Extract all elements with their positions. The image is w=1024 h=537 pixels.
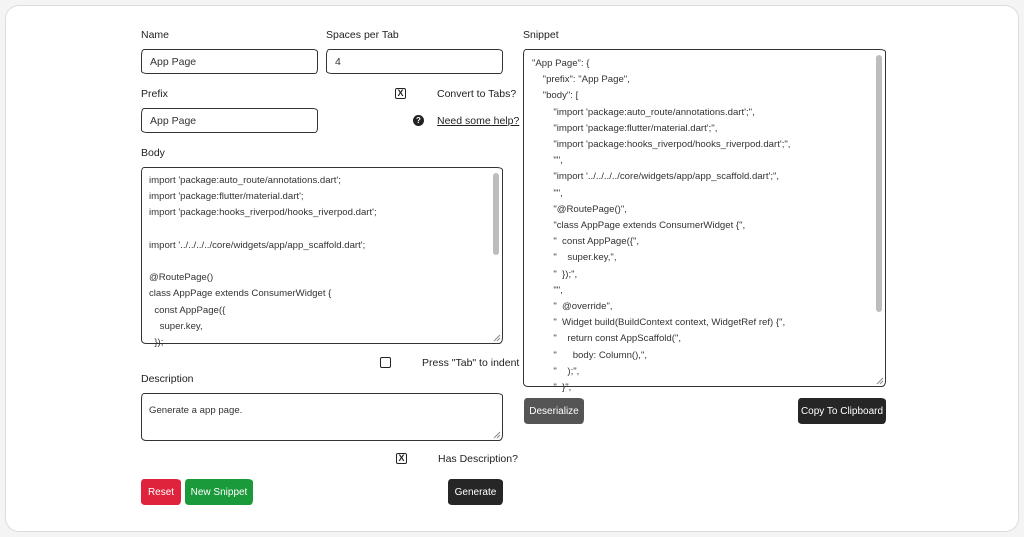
need-help-link[interactable]: Need some help?	[437, 115, 520, 127]
help-icon[interactable]: ?	[413, 115, 424, 126]
description-textarea[interactable]	[141, 393, 503, 441]
resize-handle-icon[interactable]	[492, 333, 501, 342]
code-line: "body": [	[532, 90, 579, 102]
description-label: Description	[141, 373, 194, 385]
code-line: " Widget build(BuildContext context, WidgetRef ref) {",	[532, 317, 786, 329]
code-line: "App Page": {	[532, 58, 590, 69]
body-scrollbar[interactable]	[493, 171, 500, 329]
code-line: "import 'package:auto_route/annotations.dart';",	[532, 106, 755, 118]
body-code	[142, 168, 502, 351]
code-line: "",	[532, 187, 563, 199]
convert-to-tabs-checkbox[interactable]: X	[395, 88, 406, 99]
code-line: "prefix": "App Page",	[532, 74, 630, 86]
code-line: "import '../../../../core/widgets/app/app_scaffold.dart';",	[532, 171, 780, 183]
code-line: "@RoutePage()",	[532, 203, 627, 215]
name-label: Name	[141, 29, 170, 41]
code-line: " return const AppScaffold(",	[532, 333, 682, 345]
code-line: " body: Column(),",	[532, 349, 648, 361]
deserialize-button[interactable]: Deserialize	[524, 398, 584, 424]
snippet-output-textarea[interactable]	[523, 49, 886, 394]
spaces-per-tab-input[interactable]: 4	[326, 49, 503, 74]
code-line	[149, 254, 502, 270]
code-line: "",	[532, 284, 563, 296]
code-line	[149, 222, 502, 238]
code-line: const AppPage({	[149, 304, 226, 316]
convert-to-tabs-label: Convert to Tabs?	[437, 88, 517, 100]
code-line: " );",	[532, 365, 580, 377]
reset-button[interactable]: Reset	[141, 479, 181, 505]
snippet-code	[524, 50, 885, 396]
code-line: import 'package:auto_route/annotations.dart';	[149, 175, 341, 186]
new-snippet-button[interactable]: New Snippet	[185, 479, 253, 505]
spaces-per-tab-label: Spaces per Tab	[326, 29, 399, 41]
code-line: " @override",	[532, 301, 613, 313]
name-input[interactable]: App Page	[141, 49, 318, 74]
code-line: "import 'package:hooks_riverpod/hooks_riverpod.dart';",	[532, 139, 791, 151]
generate-button[interactable]: Generate	[448, 479, 503, 505]
body-textarea[interactable]	[141, 167, 503, 349]
tab-indent-checkbox[interactable]	[380, 357, 391, 368]
resize-handle-icon[interactable]	[875, 376, 884, 385]
code-line: @RoutePage()	[149, 272, 214, 284]
code-line: super.key,	[149, 320, 203, 332]
code-line: import 'package:flutter/material.dart';	[149, 191, 304, 203]
code-line: " });",	[532, 268, 578, 280]
code-line: "class AppPage extends ConsumerWidget {",	[532, 220, 746, 232]
copy-to-clipboard-button[interactable]: Copy To Clipboard	[798, 398, 886, 424]
snippet-scroll-thumb[interactable]	[876, 55, 882, 312]
resize-handle-icon[interactable]	[492, 430, 501, 439]
code-line: class AppPage extends ConsumerWidget {	[149, 288, 332, 300]
code-line: "import 'package:flutter/material.dart';",	[532, 122, 718, 134]
snippet-label: Snippet	[523, 29, 559, 41]
prefix-input[interactable]: App Page	[141, 108, 318, 133]
code-line: import 'package:hooks_riverpod/hooks_riverpod.dart';	[149, 207, 377, 219]
body-label: Body	[141, 147, 165, 159]
has-description-label: Has Description?	[438, 453, 518, 465]
description-text: Generate a app page.	[149, 405, 243, 416]
body-scroll-thumb[interactable]	[493, 173, 499, 255]
tab-indent-label: Press "Tab" to indent	[422, 357, 520, 369]
code-line: " const AppPage({",	[532, 236, 640, 248]
has-description-checkbox[interactable]: X	[396, 453, 407, 464]
code-line: });	[149, 337, 164, 349]
code-line: " super.key,",	[532, 252, 617, 264]
prefix-label: Prefix	[141, 88, 168, 100]
snippet-scrollbar[interactable]	[876, 53, 883, 372]
code-line: "",	[532, 155, 563, 167]
code-line: " }",	[532, 382, 572, 394]
code-line: import '../../../../core/widgets/app/app_scaffold.dart';	[149, 239, 366, 251]
